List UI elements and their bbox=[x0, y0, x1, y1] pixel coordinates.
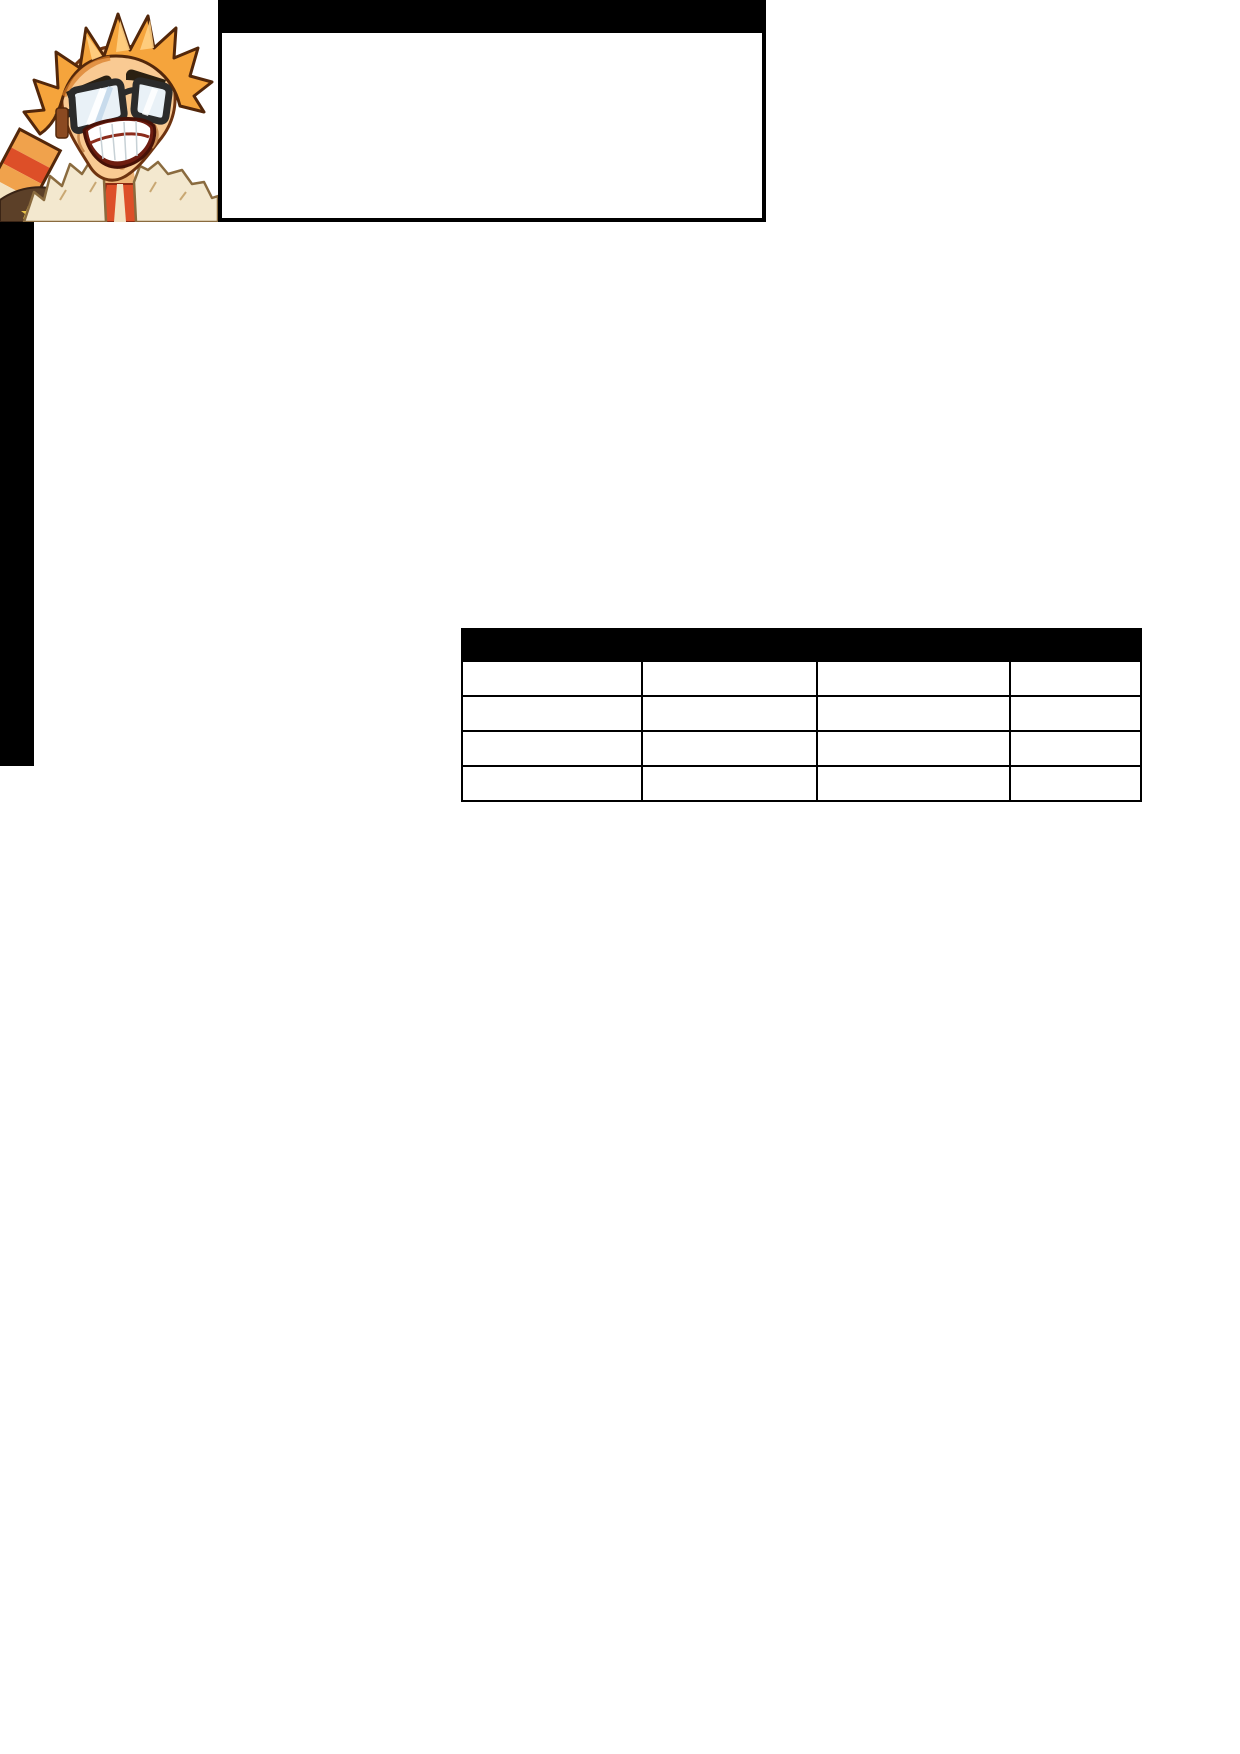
answer-header-first-names bbox=[641, 630, 816, 660]
answer-cell[interactable] bbox=[816, 697, 1009, 730]
answer-table-header bbox=[463, 630, 1140, 660]
table-row bbox=[463, 765, 1140, 800]
answer-day-label bbox=[463, 732, 641, 765]
answer-header-chewing-gum bbox=[816, 630, 1009, 660]
answer-cell[interactable] bbox=[816, 732, 1009, 765]
answer-day-label bbox=[463, 697, 641, 730]
answer-day-label bbox=[463, 662, 641, 695]
answer-cell[interactable] bbox=[1009, 662, 1140, 695]
grid-column-group-header bbox=[218, 0, 766, 33]
answer-cell[interactable] bbox=[641, 732, 816, 765]
answer-cell[interactable] bbox=[816, 662, 1009, 695]
answer-cell[interactable] bbox=[641, 697, 816, 730]
answer-cell[interactable] bbox=[816, 767, 1009, 800]
answer-cell[interactable] bbox=[1009, 697, 1140, 730]
table-row bbox=[463, 695, 1140, 730]
answer-cell[interactable] bbox=[1009, 732, 1140, 765]
mascot-illustration bbox=[0, 0, 218, 222]
table-row bbox=[463, 730, 1140, 765]
clues-list bbox=[59, 846, 1214, 865]
answer-cell[interactable] bbox=[641, 767, 816, 800]
answer-cell[interactable] bbox=[1009, 767, 1140, 800]
grid-column-headers bbox=[218, 33, 766, 222]
answer-header-laptops bbox=[1009, 630, 1140, 660]
answer-day-label bbox=[463, 767, 641, 800]
grid-row-group-sidebar bbox=[0, 222, 34, 766]
answer-cell[interactable] bbox=[641, 662, 816, 695]
answer-table bbox=[461, 628, 1142, 802]
answer-header-days-off bbox=[463, 630, 641, 660]
table-row bbox=[463, 660, 1140, 695]
